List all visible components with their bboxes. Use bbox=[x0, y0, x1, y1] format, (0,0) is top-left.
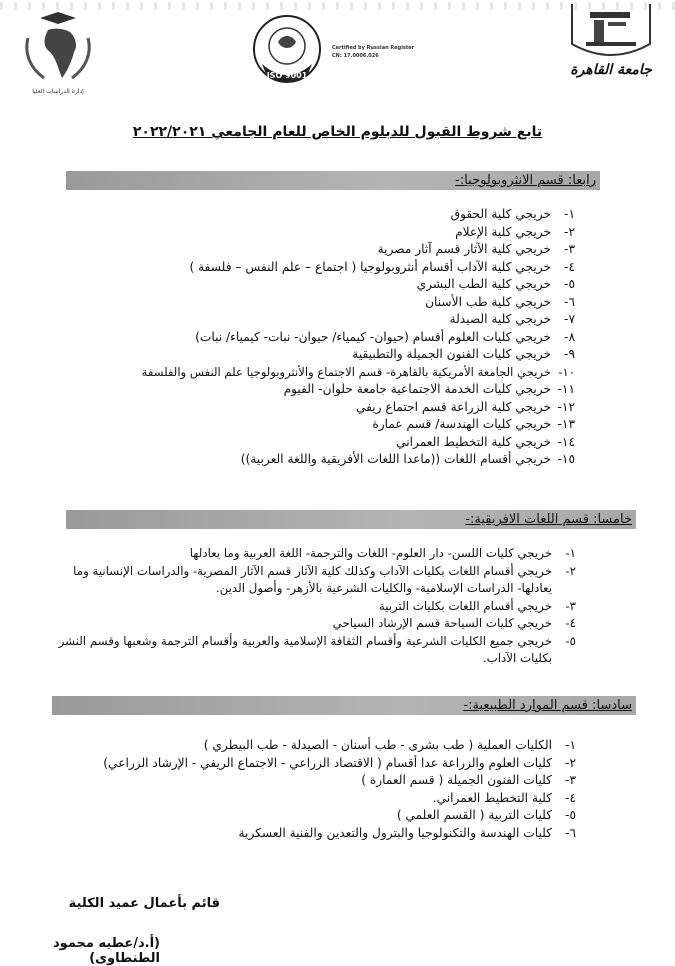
african-languages-list bbox=[52, 545, 576, 668]
africa-map-icon bbox=[18, 8, 98, 88]
section-heading-african-languages: خامسا: قسم اللغات الافريقية:- bbox=[66, 510, 636, 529]
list-item: ٢- كليات العلوم والزراعة عدا أقسام ( الاقتصاد الزراعي - الاجتماع الريفي - الإرشاد الزراعي) bbox=[103, 755, 576, 770]
signatory-name: (أ.د/عطيه محمود الطنطاوى) bbox=[53, 936, 160, 966]
list-item: ٣- خريجي أقسام اللغات بكليات التربية bbox=[378, 598, 576, 613]
graduate-studies-logo bbox=[14, 8, 102, 108]
list-item: ٥- خريجي جميع الكليات الشرعية وأقسام الثقافة الإسلامية والعربية وأقسام الترجمة وشعبها وقسم النشر بكليات الآداب. bbox=[58, 633, 576, 665]
signatory-role: قائم بأعمال عميد الكلية bbox=[68, 896, 220, 911]
list-item: ١٢- خريجي كلية الزراعة قسم اجتماع ريفي bbox=[355, 399, 575, 414]
list-item: ٥- كليات التربية ( القسم العلمي ) bbox=[396, 808, 576, 822]
list-item: ٤- كلية التخطيط العمراني. bbox=[432, 790, 576, 805]
anthropology-list bbox=[40, 206, 575, 469]
section-heading-natural-resources: سادسا: قسم الموارد الطبيعية:- bbox=[52, 696, 636, 715]
list-item: ٢- خريجي كلية الإعلام bbox=[455, 224, 575, 239]
list-item: ٩- خريجي كليات الفنون الجميلة والتطبيقية bbox=[352, 347, 575, 361]
natural-resources-list bbox=[40, 737, 576, 842]
list-item: ٧- خريجي كلية الصيدلة bbox=[449, 312, 575, 326]
list-item: ٥- خريجي كلية الطب البشري bbox=[416, 277, 575, 291]
list-item: ١- خريجي كلية الحقوق bbox=[450, 207, 575, 221]
list-item: ١٤- خريجي كلية التخطيط العمراني bbox=[396, 434, 575, 449]
svg-text:ISO 9001: ISO 9001 bbox=[266, 71, 308, 80]
list-item: ١٥- خريجي أقسام اللغات ((ماعدا اللغات الأفريقية واللغة العربية)) bbox=[240, 452, 575, 466]
iso-certification-logo bbox=[252, 14, 432, 84]
list-item: ٣- كليات الفنون الجميلة ( قسم العمارة ) bbox=[361, 773, 576, 787]
list-item: ١٠- خريجي الجامعة الأمريكية بالقاهرة- قسم الاجتماع والأنثروبولوجيا علم النفس والفلسفة bbox=[141, 364, 575, 379]
cert-number: CN: 17.0006.026 bbox=[332, 53, 379, 59]
university-emblem-icon bbox=[568, 4, 654, 62]
list-item: ٢- خريجي أقسام اللغات بكليات الآداب وكذلك كلية الآثار قسم الآثار المصرية- والدراسات الإنسانية وما يعادلها- الدراسات الإسلامية- والكليات الشرعية بالأزهر- وأصول الدين. bbox=[73, 563, 576, 595]
cairo-university-logo bbox=[566, 4, 656, 84]
list-item: ٦- كليات الهندسة والتكنولوجيا والبترول والتعدين والفنية العسكرية bbox=[238, 825, 576, 840]
list-item: ١١- خريجي كليات الخدمة الاجتماعية جامعة حلوان- الفيوم bbox=[283, 382, 575, 396]
list-item: ٣- خريجي كلية الآثار قسم آثار مصرية bbox=[377, 242, 575, 256]
list-item: ٨- خريجي كليات العلوم أقسام (حيوان- كيمياء/ حيوان- نبات- كيمياء/ نبات) bbox=[195, 329, 575, 344]
list-item: ١٣- خريجي كليات الهندسة/ قسم عمارة bbox=[372, 417, 575, 431]
list-item: ٤- خريجي كليات السياحة قسم الإرشاد السياحي bbox=[332, 616, 576, 630]
iso-seal-icon bbox=[252, 14, 322, 84]
section-heading-anthropology: رابعا: قسم الانثروبولوجيا:- bbox=[66, 171, 600, 190]
list-item: ١- الكليات العملية ( طب بشرى - طب أسنان - الصيدلة - طب البيطري ) bbox=[203, 738, 576, 752]
logo-caption: إدارة الدراسات العليا bbox=[32, 88, 84, 95]
cert-line: Certified by Russian Register bbox=[332, 45, 415, 51]
page-title: تابع شروط القبول للدبلوم الخاص للعام الجامعي ٢٠٢٢/٢٠٢١ bbox=[132, 124, 543, 140]
list-item: ٤- خريجي كلية الآداب أقسام أنثروبولوجيا ( اجتماع – علم النفس – فلسفة ) bbox=[189, 259, 575, 274]
list-item: ٦- خريجي كلية طب الأسنان bbox=[425, 294, 575, 309]
university-name: جامعة القاهرة bbox=[570, 62, 652, 78]
list-item: ١- خريجي كليات اللسن- دار العلوم- اللغات والترجمة- اللغة العربية وما يعادلها bbox=[189, 546, 576, 560]
